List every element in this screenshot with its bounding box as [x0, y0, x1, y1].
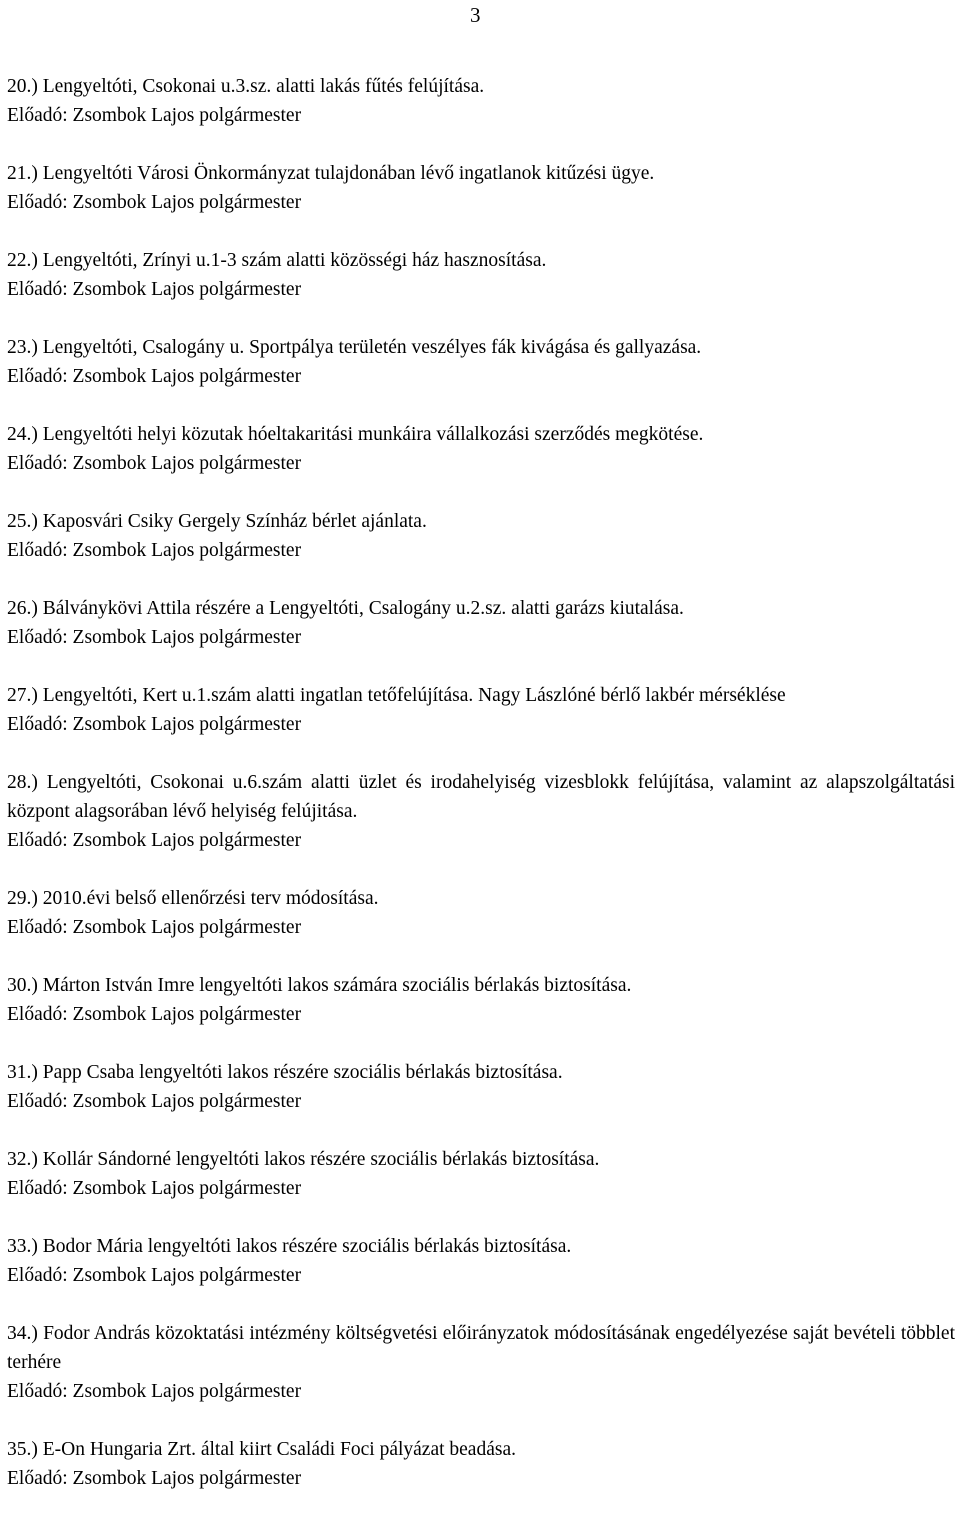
agenda-item-title: 35.) E-On Hungaria Zrt. által kiirt Családi Foci pályázat beadása. — [7, 1439, 516, 1460]
agenda-item-presenter: Előadó: Zsombok Lajos polgármester — [7, 714, 302, 735]
agenda-item-title: 22.) Lengyeltóti, Zrínyi u.1-3 szám alatti közösségi ház hasznosítása. — [7, 250, 547, 271]
agenda-item-24 — [7, 420, 955, 478]
agenda-item-presenter: Előadó: Zsombok Lajos polgármester — [7, 627, 302, 648]
agenda-item-title: 26.) Bálványkövi Attila részére a Lengyeltóti, Csalogány u.2.sz. alatti garázs kiutalása. — [7, 598, 684, 619]
agenda-item-30 — [7, 971, 955, 1029]
agenda-item-title: 28.) Lengyeltóti, Csokonai u.6.szám alatti üzlet és irodahelyiség vizesblokk felújítása, valamint az alapszolgáltatási központ alagsorában lévő helyiség felújitása. — [7, 772, 955, 822]
agenda-item-presenter: Előadó: Zsombok Lajos polgármester — [7, 540, 302, 561]
agenda-item-title: 25.) Kaposvári Csiky Gergely Színház bérlet ajánlata. — [7, 511, 427, 532]
agenda-item-title: 29.) 2010.évi belső ellenőrzési terv módosítása. — [7, 888, 379, 909]
agenda-item-21 — [7, 159, 955, 217]
agenda-item-29 — [7, 884, 955, 942]
agenda-item-presenter: Előadó: Zsombok Lajos polgármester — [7, 917, 302, 938]
agenda-item-27 — [7, 681, 955, 739]
page-number: 3 — [470, 3, 481, 27]
agenda-list — [7, 72, 955, 1522]
agenda-item-32 — [7, 1145, 955, 1203]
agenda-item-presenter: Előadó: Zsombok Lajos polgármester — [7, 1091, 302, 1112]
agenda-item-title: 24.) Lengyeltóti helyi közutak hóeltakaritási munkáira vállalkozási szerződés megkötése. — [7, 424, 704, 445]
agenda-item-presenter: Előadó: Zsombok Lajos polgármester — [7, 1468, 302, 1489]
agenda-item-33 — [7, 1232, 955, 1290]
agenda-item-title: 32.) Kollár Sándorné lengyeltóti lakos részére szociális bérlakás biztosítása. — [7, 1149, 600, 1170]
agenda-item-28 — [7, 768, 955, 855]
agenda-item-title: 23.) Lengyeltóti, Csalogány u. Sportpálya területén veszélyes fák kivágása és gallyazása. — [7, 337, 702, 358]
agenda-item-22 — [7, 246, 955, 304]
agenda-item-23 — [7, 333, 955, 391]
agenda-item-title: 34.) Fodor András közoktatási intézmény költségvetési előirányzatok módosításának engedélyezése saját bevételi többlet terhére — [7, 1323, 955, 1373]
agenda-item-35 — [7, 1435, 955, 1493]
agenda-item-presenter: Előadó: Zsombok Lajos polgármester — [7, 453, 302, 474]
agenda-item-25 — [7, 507, 955, 565]
agenda-item-presenter: Előadó: Zsombok Lajos polgármester — [7, 279, 302, 300]
agenda-item-31 — [7, 1058, 955, 1116]
agenda-item-title: 30.) Márton István Imre lengyeltóti lakos számára szociális bérlakás biztosítása. — [7, 975, 632, 996]
agenda-item-presenter: Előadó: Zsombok Lajos polgármester — [7, 1004, 302, 1025]
agenda-item-presenter: Előadó: Zsombok Lajos polgármester — [7, 830, 302, 851]
agenda-item-presenter: Előadó: Zsombok Lajos polgármester — [7, 366, 302, 387]
agenda-item-presenter: Előadó: Zsombok Lajos polgármester — [7, 105, 302, 126]
agenda-item-presenter: Előadó: Zsombok Lajos polgármester — [7, 192, 302, 213]
agenda-item-presenter: Előadó: Zsombok Lajos polgármester — [7, 1381, 302, 1402]
agenda-item-title: 20.) Lengyeltóti, Csokonai u.3.sz. alatti lakás fűtés felújítása. — [7, 76, 485, 97]
agenda-item-title: 21.) Lengyeltóti Városi Önkormányzat tulajdonában lévő ingatlanok kitűzési ügye. — [7, 163, 655, 184]
agenda-item-20 — [7, 72, 955, 130]
agenda-item-title: 31.) Papp Csaba lengyeltóti lakos részére szociális bérlakás biztosítása. — [7, 1062, 563, 1083]
agenda-item-presenter: Előadó: Zsombok Lajos polgármester — [7, 1265, 302, 1286]
agenda-item-34 — [7, 1319, 955, 1406]
agenda-item-26 — [7, 594, 955, 652]
agenda-item-title: 27.) Lengyeltóti, Kert u.1.szám alatti ingatlan tetőfelújítása. Nagy Lászlóné bérlő lakbér mérséklése — [7, 685, 786, 706]
agenda-item-title: 33.) Bodor Mária lengyeltóti lakos részére szociális bérlakás biztosítása. — [7, 1236, 572, 1257]
agenda-item-presenter: Előadó: Zsombok Lajos polgármester — [7, 1178, 302, 1199]
